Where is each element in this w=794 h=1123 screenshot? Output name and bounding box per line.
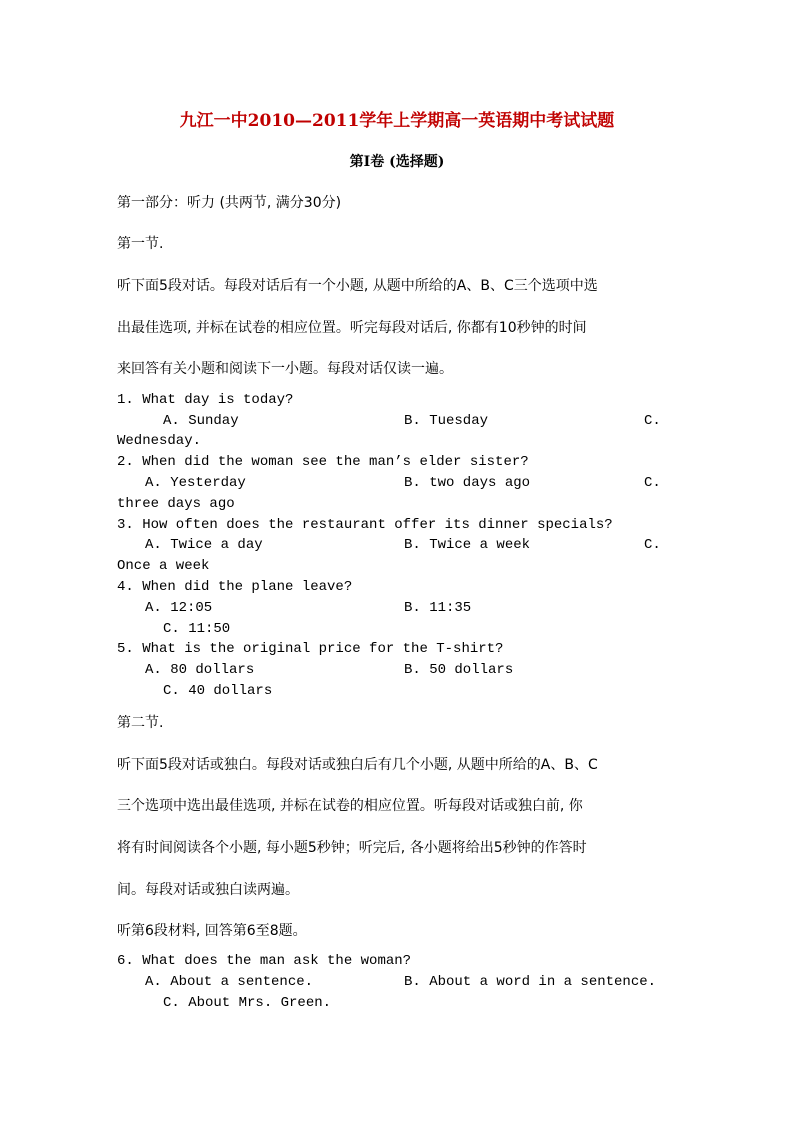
question-6-option-b: B. About a word in a sentence.	[404, 974, 657, 990]
section2-instruction-line: 听下面5段对话或独白。每段对话或独白后有几个小题, 从题中所给的A、B、C	[117, 757, 598, 773]
section2-heading: 第二节.	[117, 715, 164, 731]
section2-instruction-line: 将有时间阅读各个小题, 每小题5秒钟；听完后, 各小题将给出5秒钟的作答时	[117, 840, 587, 856]
question-1-option-c-label: C.	[644, 413, 661, 429]
section1-heading: 第一节.	[117, 236, 164, 252]
question-4-stem: 4. When did the plane leave?	[117, 579, 353, 595]
section1-instruction-line: 出最佳选项, 并标在试卷的相应位置。听完每段对话后, 你都有10秒钟的时间	[117, 320, 587, 336]
section-subtitle: 第Ⅰ卷 (选择题)	[349, 154, 445, 170]
question-2-option-c-text: three days ago	[117, 496, 235, 512]
section2-instruction-line: 间。每段对话或独白读两遍。	[117, 882, 299, 898]
question-1-stem: 1. What day is today?	[117, 392, 294, 408]
question-3-option-a: A. Twice a day	[145, 537, 263, 553]
question-3-stem: 3. How often does the restaurant offer its dinner specials?	[117, 517, 613, 533]
question-3-option-b: B. Twice a week	[404, 537, 531, 553]
question-3-option-c-text: Once a week	[117, 558, 210, 574]
section1-instruction-line: 听下面5段对话。每段对话后有一个小题, 从题中所给的A、B、C三个选项中选	[117, 278, 598, 294]
question-4-option-c: C. 11:50	[163, 621, 231, 637]
material-note: 听第6段材料, 回答第6至8题。	[117, 923, 307, 939]
question-1-option-c-text: Wednesday.	[117, 433, 202, 449]
question-3-option-c-label: C.	[644, 537, 661, 553]
question-2-stem: 2. When did the woman see the man’s elder sister?	[117, 454, 529, 470]
question-5-option-b: B. 50 dollars	[404, 662, 514, 678]
question-5-stem: 5. What is the original price for the T-shirt?	[117, 641, 504, 657]
page-title: 九江一中2010—2011学年上学期高一英语期中考试试题	[179, 111, 615, 131]
question-1-option-b: B. Tuesday	[404, 413, 489, 429]
question-2-option-a: A. Yesterday	[145, 475, 246, 491]
question-5-option-a: A. 80 dollars	[145, 662, 255, 678]
question-1-option-a: A. Sunday	[163, 413, 239, 429]
question-4-option-b: B. 11:35	[404, 600, 472, 616]
question-6-option-a: A. About a sentence.	[145, 974, 314, 990]
question-2-option-c-label: C.	[644, 475, 661, 491]
question-2-option-b: B. two days ago	[404, 475, 531, 491]
section2-instruction-line: 三个选项中选出最佳选项, 并标在试卷的相应位置。听每段对话或独白前, 你	[117, 798, 583, 814]
question-6-option-c: C. About Mrs. Green.	[163, 995, 332, 1011]
question-6-stem: 6. What does the man ask the woman?	[117, 953, 412, 969]
part1-heading: 第一部分：听力 (共两节, 满分30分)	[117, 195, 342, 211]
question-5-option-c: C. 40 dollars	[163, 683, 273, 699]
section1-instruction-line: 来回答有关小题和阅读下一小题。每段对话仅读一遍。	[117, 361, 453, 377]
question-4-option-a: A. 12:05	[145, 600, 213, 616]
